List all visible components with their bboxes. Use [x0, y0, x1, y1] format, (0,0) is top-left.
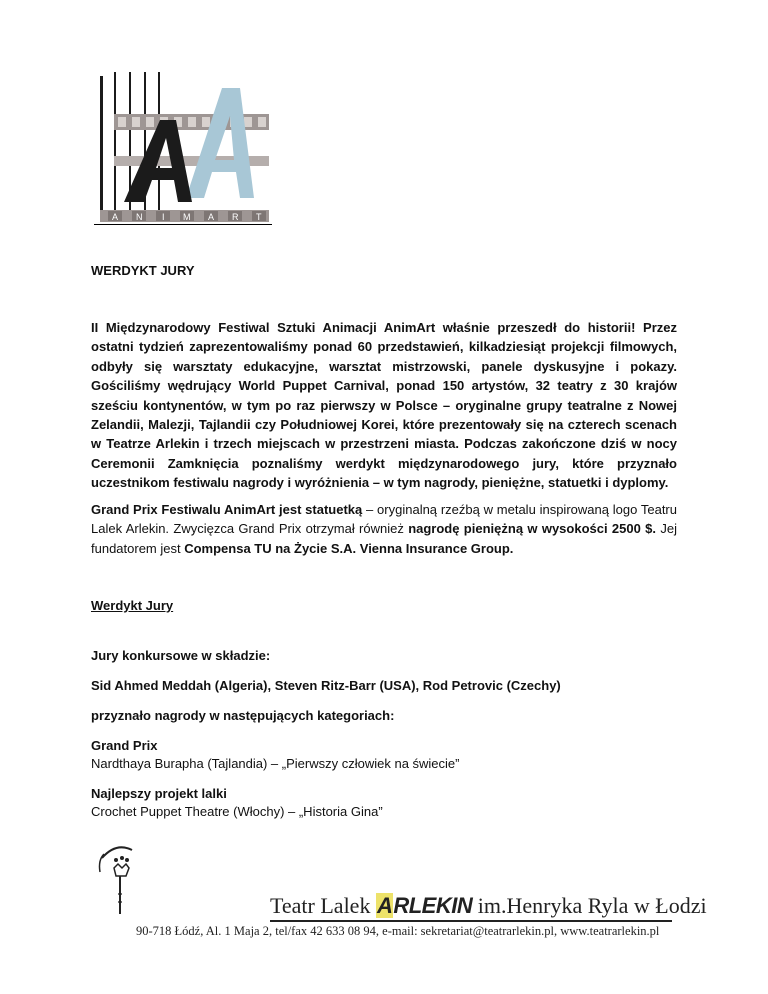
logo-underline — [94, 224, 272, 225]
arlekin-initial: A — [376, 893, 393, 918]
award-winner: Crochet Puppet Theatre (Włochy) – „Historia Gina” — [91, 804, 383, 819]
arlekin-figure-icon — [96, 838, 146, 918]
intro-paragraph: II Międzynarodowy Festiwal Sztuki Animacji AnimArt właśnie przeszedł do historii! Przez ostatni tydzień zaprezentowaliśmy ponad 60 przedstawień, kilkadziesiąt projekcji filmowych, odbyły się warsztaty edukacyjne, warsztat mistrzowski, panele dyskusyjne i pokazy. Gościliśmy wędrujący World Puppet Carnival, ponad 150 artystów, 32 teatry z 30 krajów sześciu kontynentów, w tym po raz pierwszy w Polsce – oryginalne grupy teatralne z Nowej Zelandii, Malezji, Tajlandii czy Południowej Korei, które prezentowały się na czterech scenach w Teatrze Arlekin i trzech miejscach w przestrzeni miasta. Podczas zakończone dziś w nocy Ceremonii Zamknięcia poznaliśmy werdykt międzynarodowego jury, które przyznało uczestnikom festiwalu nagrody i wyróżnienia – w tym nagrody, pieniężne, statuetki i dyplomy. — [91, 320, 677, 491]
awarded-label: przyznało nagrody w następujących kategoriach: — [91, 708, 395, 723]
logo-letter: I — [162, 212, 165, 222]
grand-prix-paragraph — [91, 500, 677, 558]
theatre-prefix: Teatr Lalek — [270, 893, 376, 918]
animart-logo — [94, 72, 272, 227]
jury-members: Sid Ahmed Meddah (Algeria), Steven Ritz-Barr (USA), Rod Petrovic (Czechy) — [91, 678, 561, 693]
arlekin-rest: RLEKIN — [393, 893, 473, 918]
verdict-link[interactable]: Werdykt Jury — [91, 598, 174, 613]
grand-prix-statuette-text: Grand Prix Festiwalu AnimArt jest statuetką — [91, 502, 363, 517]
theatre-suffix: im.Henryka Ryla w Łodzi — [472, 893, 707, 918]
footer-address: 90-718 Łódź, Al. 1 Maja 2, tel/fax 42 633 08 94, e-mail: sekretariat@teatrarlekin.pl, www.teatrarlekin.pl — [136, 924, 660, 938]
logo-letter: N — [136, 212, 143, 222]
footer-divider — [270, 920, 672, 922]
page-heading: WERDYKT JURY — [91, 263, 195, 278]
arlekin-wordmark — [376, 893, 472, 918]
logo-letter: A — [208, 212, 215, 222]
sponsor-name: Compensa TU na Życie S.A. Vienna Insurance Group. — [184, 540, 514, 556]
grand-prix-description: – oryginalną rzeźbą w metalu inspirowaną logo Teatru Lalek Arlekin. Zwycięzca Grand Prix otrzymał również — [91, 502, 677, 537]
logo-letter: R — [232, 212, 239, 222]
logo-letter: A — [112, 212, 119, 222]
jury-label: Jury konkursowe w składzie: — [91, 648, 271, 663]
logo-letter: T — [256, 212, 262, 222]
logo-letter: M — [183, 212, 191, 222]
award-category: Grand Prix — [91, 738, 158, 753]
prize-money-text: nagrodę pieniężną w wysokości 2500 $. — [408, 521, 657, 537]
award-winner: Nardthaya Burapha (Tajlandia) – „Pierwszy człowiek na świecie” — [91, 756, 460, 771]
award-category: Najlepszy projekt lalki — [91, 786, 227, 801]
sponsor-intro: Jej fundatorem jest — [91, 521, 677, 556]
theatre-name — [270, 893, 707, 919]
